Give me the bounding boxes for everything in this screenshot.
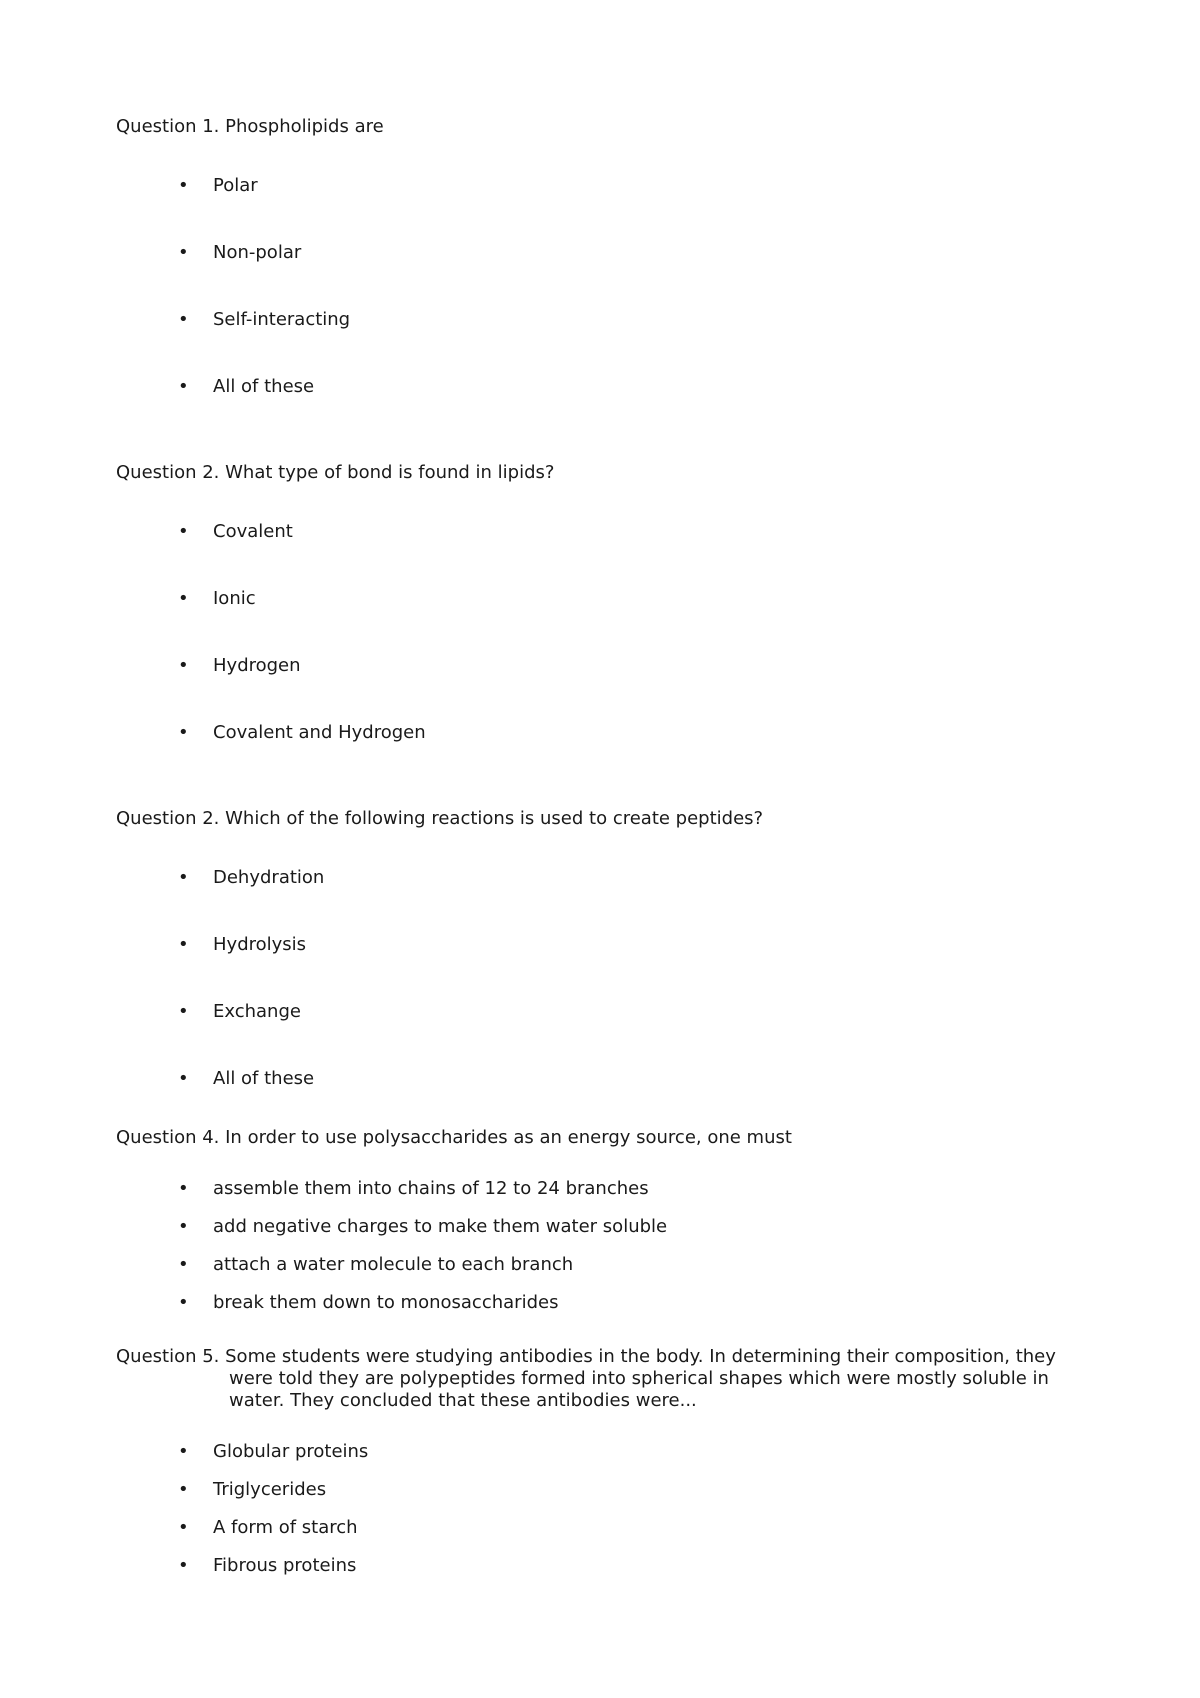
- answer-text: All of these: [213, 1068, 315, 1089]
- bullet-icon: •: [178, 1441, 189, 1462]
- answer-option: [116, 867, 1096, 889]
- answer-text: Exchange: [213, 1001, 301, 1022]
- answer-option: [116, 588, 1096, 610]
- bullet-icon: •: [178, 376, 189, 397]
- answer-option: [116, 1555, 1096, 1577]
- answer-option: [116, 1001, 1096, 1023]
- answer-text: Polar: [213, 175, 258, 196]
- answer-option: [116, 1479, 1096, 1501]
- answer-text: Covalent: [213, 521, 293, 542]
- question-5: [116, 1346, 1096, 1577]
- bullet-icon: •: [178, 588, 189, 609]
- question-title: Question 1. Phospholipids are: [116, 116, 384, 137]
- answer-text: A form of starch: [213, 1517, 358, 1538]
- bullet-icon: •: [178, 1292, 189, 1313]
- answer-text: Hydrolysis: [213, 934, 307, 955]
- answer-option: [116, 722, 1096, 744]
- bullet-icon: •: [178, 1068, 189, 1089]
- answer-text: Ionic: [213, 588, 256, 609]
- answer-text: Globular proteins: [213, 1441, 369, 1462]
- question-title: Question 5. Some students were studying antibodies in the body. In determining their composition, they were told they are polypeptides formed into spherical shapes which were mostly soluble in water. They concluded that these antibodies were...: [116, 1346, 1056, 1411]
- question-1: [116, 116, 1096, 398]
- answer-option: [116, 934, 1096, 956]
- answer-option: [116, 1216, 1096, 1238]
- bullet-icon: •: [178, 1479, 189, 1500]
- answer-text: Hydrogen: [213, 655, 301, 676]
- answer-list: [116, 175, 1096, 398]
- question-title: Question 4. In order to use polysaccharides as an energy source, one must: [116, 1127, 792, 1148]
- answer-option: [116, 1178, 1096, 1200]
- bullet-icon: •: [178, 655, 189, 676]
- bullet-icon: •: [178, 934, 189, 955]
- answer-option: [116, 1441, 1096, 1463]
- answer-list: [116, 1441, 1096, 1577]
- answer-text: Covalent and Hydrogen: [213, 722, 426, 743]
- answer-option: [116, 1254, 1096, 1276]
- answer-text: attach a water molecule to each branch: [213, 1254, 574, 1275]
- answer-text: Self-interacting: [213, 309, 351, 330]
- answer-text: Triglycerides: [213, 1479, 327, 1500]
- question-2: [116, 462, 1096, 744]
- answer-option: [116, 376, 1096, 398]
- bullet-icon: •: [178, 175, 189, 196]
- bullet-icon: •: [178, 1216, 189, 1237]
- answer-option: [116, 655, 1096, 677]
- answer-option: [116, 1517, 1096, 1539]
- answer-text: Non-polar: [213, 242, 302, 263]
- answer-text: assemble them into chains of 12 to 24 branches: [213, 1178, 649, 1199]
- question-4: [116, 1127, 1096, 1314]
- answer-list: [116, 867, 1096, 1090]
- bullet-icon: •: [178, 1517, 189, 1538]
- bullet-icon: •: [178, 242, 189, 263]
- answer-option: [116, 1068, 1096, 1090]
- answer-option: [116, 242, 1096, 264]
- bullet-icon: •: [178, 1254, 189, 1275]
- bullet-icon: •: [178, 867, 189, 888]
- answer-option: [116, 521, 1096, 543]
- bullet-icon: •: [178, 521, 189, 542]
- question-title: Question 2. Which of the following reactions is used to create peptides?: [116, 808, 764, 829]
- bullet-icon: •: [178, 722, 189, 743]
- answer-list: [116, 1178, 1096, 1314]
- answer-text: Fibrous proteins: [213, 1555, 357, 1576]
- question-3: [116, 808, 1096, 1090]
- answer-option: [116, 309, 1096, 331]
- answer-list: [116, 521, 1096, 744]
- answer-text: break them down to monosaccharides: [213, 1292, 559, 1313]
- bullet-icon: •: [178, 1178, 189, 1199]
- answer-text: All of these: [213, 376, 315, 397]
- bullet-icon: •: [178, 1001, 189, 1022]
- answer-option: [116, 1292, 1096, 1314]
- bullet-icon: •: [178, 309, 189, 330]
- answer-text: Dehydration: [213, 867, 325, 888]
- answer-option: [116, 175, 1096, 197]
- question-title: Question 2. What type of bond is found in lipids?: [116, 462, 555, 483]
- bullet-icon: •: [178, 1555, 189, 1576]
- answer-text: add negative charges to make them water soluble: [213, 1216, 668, 1237]
